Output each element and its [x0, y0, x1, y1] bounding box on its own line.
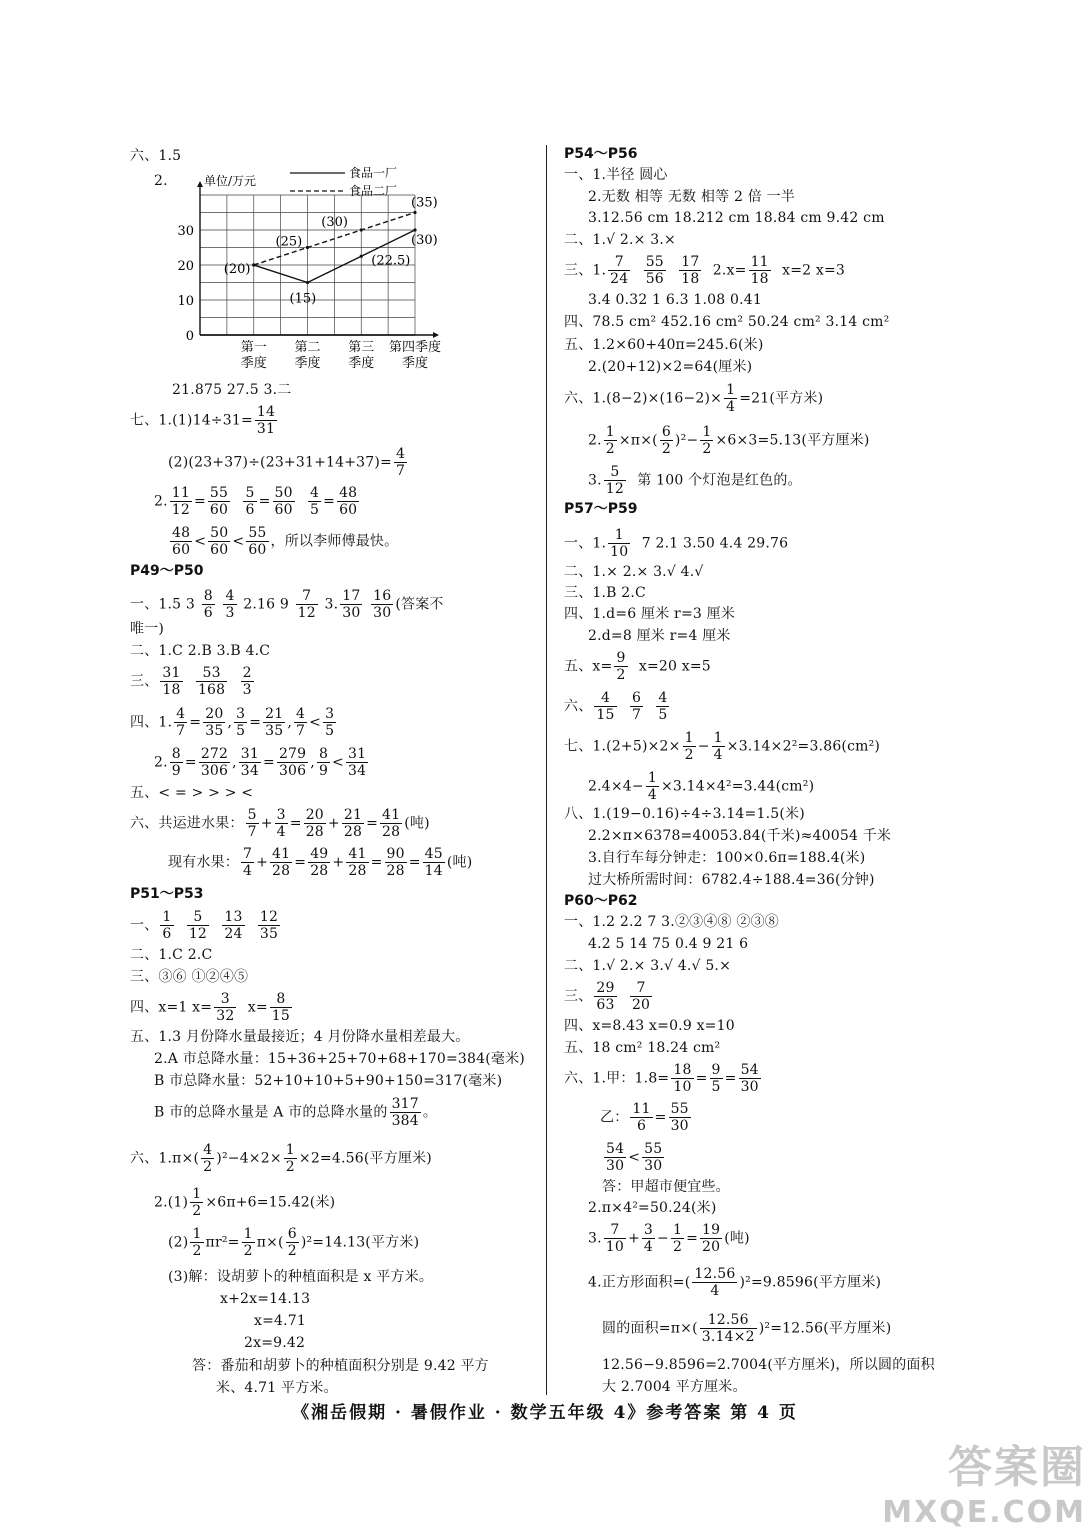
answer-text: 第 100 个灯泡是红色的。: [637, 472, 802, 489]
answer-text: =9.8596(平方厘米): [750, 1274, 882, 1291]
answer-line: 一、 $\frac{1}{6}$ $\frac{5}{12}$ $\frac{13}{24}$ $\frac{12}{35}$: [130, 909, 279, 942]
x-tick-label: 季度: [348, 356, 375, 371]
x-tick-label: 季度: [401, 356, 429, 371]
data-label: (30): [321, 215, 348, 230]
answer-line: 五、18 cm² 18.24 cm²: [564, 1040, 721, 1056]
answer-text: 7 2.1 3.50 4.4 29.76: [641, 535, 789, 552]
answer-text: 四、1.: [130, 714, 173, 731]
watermark-logo: [882, 1431, 1086, 1530]
answer-text: 3.: [324, 596, 339, 613]
answer-text: 五、x=: [564, 658, 613, 675]
answer-line: 七、1.(2+5)×2× $\frac{1}{2}$ − $\frac{1}{4}$ ×3.14×2²=3.86(cm²): [564, 730, 881, 763]
answer-line: 2x=9.42: [244, 1335, 306, 1351]
data-label: (30): [411, 233, 438, 248]
y-tick-label: 0: [185, 329, 194, 344]
answer-line: 一、1.半径 圆心: [564, 167, 668, 183]
answer-line: [168, 446, 409, 479]
answer-line: 现有水果： $\frac{7}{4}$ + $\frac{41}{28}$ = $\frac{49}{28}$ + $\frac{41}{28}$ = $\frac{90}{28}$ = $\frac{45}{14}$ (吨): [168, 846, 473, 879]
data-point: [413, 211, 416, 214]
answer-line: 四、x=8.43 x=0.9 x=10: [564, 1018, 735, 1034]
answer-line: B 市总降水量：52+10+10+5+90+150=317(毫米): [154, 1073, 503, 1089]
answer-line: 二、1.C 2.C: [130, 947, 213, 963]
fraction: $\frac{4}{7}$: [395, 446, 406, 479]
answer-text: 现有水果：: [168, 854, 239, 871]
answer-line: 2.d=8 厘米 r=4 厘米: [588, 628, 731, 644]
answer-line: 过大桥所需时间：6782.4÷188.4=36(分钟): [588, 872, 875, 888]
answer-line: 3.12.56 cm 18.212 cm 18.84 cm 9.42 cm: [588, 210, 885, 226]
answer-line: 2.A 市总降水量：15+36+25+70+68+170=384(毫米): [154, 1051, 525, 1067]
answer-line: (2) $\frac{1}{2}$ πr²= $\frac{1}{2}$ π×( $\frac{6}{2}$ )²=14.13(平方米): [168, 1226, 420, 1259]
answer-text: ×6π+6=15.42(米): [205, 1194, 336, 1211]
answer-line: 2.(1) $\frac{1}{2}$ ×6π+6=15.42(米): [154, 1186, 336, 1219]
answer-text: 三、: [564, 988, 593, 1005]
answer-line: 2.无数 相等 无数 相等 2 倍 一半: [588, 189, 795, 205]
answer-text: −4×2×: [227, 1150, 282, 1167]
answer-line: 六、1.(8−2)×(16−2)× $\frac{1}{4}$ =21(平方米): [564, 382, 824, 415]
answer-text: 七、1.(1)14÷31=: [130, 412, 253, 429]
answer-text: 3.: [588, 1230, 602, 1247]
answer-text: 2.: [154, 754, 168, 771]
answer-text: 2.: [154, 493, 168, 510]
answer-text: 2.16 9: [243, 596, 289, 613]
page-footer: 《湘岳假期 · 暑假作业 · 数学五年级 4》参考答案 第 4 页: [292, 1403, 798, 1423]
answer-line: 六、1.π×( $\frac{4}{2}$ )²−4×2× $\frac{1}{2}$ ×2=4.56(平方厘米): [130, 1142, 432, 1175]
answer-line: 五、1.2×60+40π=245.6(米): [564, 337, 764, 353]
x-tick-label: 第一: [240, 340, 267, 355]
answer-text: x=20 x=5: [638, 658, 711, 675]
data-point: [360, 228, 363, 231]
answer-line: 2.: [154, 173, 168, 189]
answer-line: 二、1.C 2.B 3.B 4.C: [130, 643, 271, 659]
answer-line: 4.正方形面积=( $\frac{12.56}{4}$ )²=9.8596(平方厘米): [588, 1266, 882, 1299]
watermark-text: 答案圈: [948, 1442, 1086, 1493]
answer-text: 三、1.: [564, 262, 607, 279]
answer-text: (吨): [724, 1230, 750, 1247]
answer-text: =12.56(平方厘米): [770, 1320, 892, 1337]
answer-text: =14.13(平方米): [312, 1234, 420, 1251]
legend-label: 食品二厂: [349, 184, 398, 198]
answer-line: 米、4.71 平方米。: [216, 1380, 338, 1396]
answer-line: 四、1.d=6 厘米 r=3 厘米: [564, 606, 736, 622]
answer-line: 答：番茄和胡萝卜的种植面积分别是 9.42 平方: [192, 1358, 489, 1374]
line-chart: [160, 163, 505, 371]
answer-line: 二、1.× 2.× 3.√ 4.√: [564, 564, 704, 580]
answer-text: ×2=4.56(平方厘米): [298, 1150, 432, 1167]
answer-text: 2.4×4−: [588, 778, 644, 795]
answer-line: 2. $\frac{11}{12}$ = $\frac{55}{60}$ $\frac{5}{6}$ = $\frac{50}{60}$ $\frac{4}{5}$ = $\frac{48}{60}$: [154, 485, 358, 518]
answer-line: 四、x=1 x= $\frac{3}{32}$ x= $\frac{8}{15}$: [130, 991, 290, 1024]
y-axis-label: 单位/万元: [204, 174, 257, 188]
answer-line: $\frac{48}{60}$ < $\frac{50}{60}$ < $\frac{55}{60}$ ，所以李师傅最快。: [172, 525, 399, 558]
answer-line: 2. $\frac{1}{2}$ ×π×( $\frac{6}{2}$ )²− $\frac{1}{2}$ ×6×3=5.13(平方厘米): [588, 424, 870, 457]
answer-line: 二、1.√ 2.× 3.×: [564, 232, 676, 248]
section-heading: P54～P56: [564, 146, 638, 162]
answer-text: 六、: [564, 698, 593, 715]
answer-line: [130, 404, 279, 437]
answer-line: B 市的总降水量是 A 市的总降水量的 $\frac{317}{384}$ 。: [154, 1096, 438, 1129]
data-point: [306, 246, 309, 249]
y-tick-label: 30: [177, 224, 194, 239]
answer-text: ×6×3=5.13(平方厘米): [715, 432, 870, 449]
data-point: [360, 255, 363, 258]
data-label: (20): [223, 262, 251, 277]
watermark-url: MXQE.COM: [882, 1495, 1086, 1530]
answer-line: 21.875 27.5 3.二: [172, 382, 292, 398]
y-tick-label: 10: [177, 294, 194, 309]
data-point: [413, 228, 416, 231]
answer-text: B 市的总降水量是 A 市的总降水量的: [154, 1104, 388, 1121]
y-axis-arrow: [197, 181, 203, 187]
data-label: (22.5): [371, 253, 411, 269]
answer-text: 一、1.: [564, 535, 607, 552]
fraction: $\frac{14}{31}$: [256, 404, 276, 437]
answer-line: 五、x= $\frac{9}{2}$ x=20 x=5: [564, 650, 711, 683]
section-heading: P57～P59: [564, 501, 638, 517]
answer-text: =21(平方米): [739, 390, 824, 407]
column-divider: [546, 145, 547, 1395]
answer-line: 四、78.5 cm² 452.16 cm² 50.24 cm² 3.14 cm²: [564, 314, 890, 330]
answer-line: 三、③⑥ ①②④⑤: [130, 969, 249, 985]
answer-line: 六、1.5: [130, 148, 182, 164]
section-heading: P49～P50: [130, 563, 204, 579]
answer-line: 答：甲超市便宜些。: [602, 1179, 730, 1195]
answer-line: 2.(20+12)×2=64(厘米): [588, 359, 753, 375]
answer-text: 乙：: [600, 1109, 629, 1126]
answer-line: 三、1.B 2.C: [564, 585, 646, 601]
answer-text: 3.: [588, 472, 602, 489]
answer-line: 2.4×4− $\frac{1}{4}$ ×3.14×4²=3.44(cm²): [588, 770, 815, 803]
answer-line: (3)解：设胡萝卜的种植面积是 x 平方米。: [168, 1269, 434, 1285]
answer-text: 六、共运进水果：: [130, 815, 244, 832]
answer-text: 2.(1): [154, 1194, 189, 1211]
answer-text: (答案不: [395, 596, 444, 613]
answer-text: ，所以李师傅最快。: [270, 533, 399, 550]
answer-line: 唯一): [130, 621, 165, 637]
data-label: (25): [275, 234, 303, 250]
x-tick-label: 第四季度: [388, 340, 442, 355]
answer-line: 一、1. $\frac{1}{10}$ 7 2.1 3.50 4.4 29.76: [564, 527, 789, 560]
answer-line: $\frac{54}{30}$ < $\frac{55}{30}$: [606, 1141, 663, 1174]
answer-text: 2.: [588, 432, 602, 449]
answer-text: 六、1.(8−2)×(16−2)×: [564, 390, 723, 407]
answer-line: 12.56−9.8596=2.7004(平方厘米)，所以圆的面积: [602, 1357, 935, 1373]
data-label: (15): [289, 291, 317, 307]
answer-line: 六、共运进水果： $\frac{5}{7}$ + $\frac{3}{4}$ = $\frac{20}{28}$ + $\frac{21}{28}$ = $\frac{41}{28}$ (吨): [130, 807, 430, 840]
answer-text: ×3.14×2²=3.86(cm²): [726, 738, 881, 755]
answer-text: 六、1.甲：1.8=: [564, 1070, 670, 1087]
answer-line: 四、1. $\frac{4}{7}$ = $\frac{20}{35}$ , $\frac{3}{5}$ = $\frac{21}{35}$ , $\frac{4}{7}$ < $\frac{3}{5}$: [130, 706, 335, 739]
answer-line: x+2x=14.13: [220, 1291, 311, 1307]
x-tick-label: 季度: [294, 356, 321, 371]
answer-text: 六、1.π×: [130, 1150, 194, 1167]
answer-line: 六、 $\frac{4}{15}$ $\frac{6}{7}$ $\frac{4}{5}$: [564, 690, 668, 723]
answer-line: 2.2×π×6378=40053.84(千米)≈40054 千米: [588, 828, 892, 844]
answer-text: 一、1.5 3: [130, 596, 196, 613]
answer-line: x=4.71: [254, 1313, 306, 1329]
answer-text: (2): [168, 1234, 189, 1251]
answer-text: 三、: [130, 673, 159, 690]
answer-line: 一、1.2 2.2 7 3.②③④⑧ ②③⑧: [564, 914, 779, 930]
answer-line: 大 2.7004 平方厘米。: [602, 1379, 747, 1395]
answer-line: 八、1.(19−0.16)÷4÷3.14=1.5(米): [564, 806, 805, 822]
section-heading: P51～P53: [130, 886, 204, 902]
answer-line: 圆的面积=π×( $\frac{12.56}{3.14\times 2}$ )²=12.56(平方厘米): [602, 1312, 892, 1345]
answer-line: 一、1.5 3 $\frac{8}{6}$ $\frac{4}{3}$ 2.16 9 $\frac{7}{12}$ 3. $\frac{17}{30}$ $\frac{16}{30}$ (答案不: [130, 588, 444, 621]
legend-label: 食品一厂: [349, 166, 398, 180]
answer-line: 六、1.甲：1.8= $\frac{18}{10}$ = $\frac{9}{5}$ = $\frac{54}{30}$: [564, 1062, 759, 1095]
answer-text: x=2 x=3: [782, 262, 846, 279]
answer-text: 一、: [130, 917, 159, 934]
answer-text: ×3.14×4²=3.44(cm²): [660, 778, 815, 795]
answer-line: 三、 $\frac{29}{63}$ $\frac{7}{20}$: [564, 980, 651, 1013]
section-heading: P60～P62: [564, 893, 638, 909]
x-tick-label: 第二: [294, 340, 321, 355]
answer-text: (2)(23+37)÷(23+31+14+37)=: [168, 454, 392, 471]
x-tick-label: 季度: [240, 356, 267, 371]
data-label: (35): [411, 195, 438, 211]
answer-line: 三、 $\frac{31}{18}$ $\frac{53}{168}$ $\frac{2}{3}$: [130, 665, 252, 698]
answer-line: 4.2 5 14 75 0.4 9 21 6: [588, 936, 749, 952]
answer-text: 七、1.(2+5)×2×: [564, 738, 681, 755]
data-point: [306, 281, 309, 284]
answer-line: 五、< = > > > <: [130, 785, 254, 801]
answer-text: 2.x=: [712, 262, 747, 279]
x-tick-label: 第三: [348, 340, 375, 355]
answer-line: 2. $\frac{8}{9}$ = $\frac{272}{306}$ , $\frac{31}{34}$ = $\frac{279}{306}$ , $\frac{8}{9}$ < $\frac{31}{34}$: [154, 746, 367, 779]
answer-line: 五、1.3 月份降水量最接近；4 月份降水量相差最大。: [130, 1029, 470, 1045]
answer-line: 3. $\frac{5}{12}$ 第 100 个灯泡是红色的。: [588, 464, 802, 497]
x-axis-arrow: [433, 332, 439, 338]
answer-line: 3. $\frac{7}{10}$ + $\frac{3}{4}$ − $\frac{1}{2}$ = $\frac{19}{20}$ (吨): [588, 1222, 750, 1255]
y-tick-label: 20: [177, 259, 194, 274]
answer-line: 三、1. $\frac{7}{24}$ $\frac{55}{56}$ $\frac{17}{18}$ 2.x= $\frac{11}{18}$ x=2 x=3: [564, 254, 846, 287]
answer-line: 3.自行车每分钟走：100×0.6π=188.4(米): [588, 850, 866, 866]
data-point: [252, 263, 255, 266]
answer-text: 4.正方形面积=: [588, 1274, 685, 1291]
answer-line: 二、1.√ 2.× 3.√ 4.√ 5.×: [564, 958, 732, 974]
answer-text: 圆的面积=π×: [602, 1320, 693, 1337]
answer-line: 3.4 0.32 1 6.3 1.08 0.41: [588, 292, 763, 308]
answer-line: 乙： $\frac{11}{6}$ = $\frac{55}{30}$: [600, 1101, 689, 1134]
answer-line: 2.π×4²=50.24(米): [588, 1200, 717, 1216]
answer-text: 四、x=1 x=: [130, 999, 213, 1016]
